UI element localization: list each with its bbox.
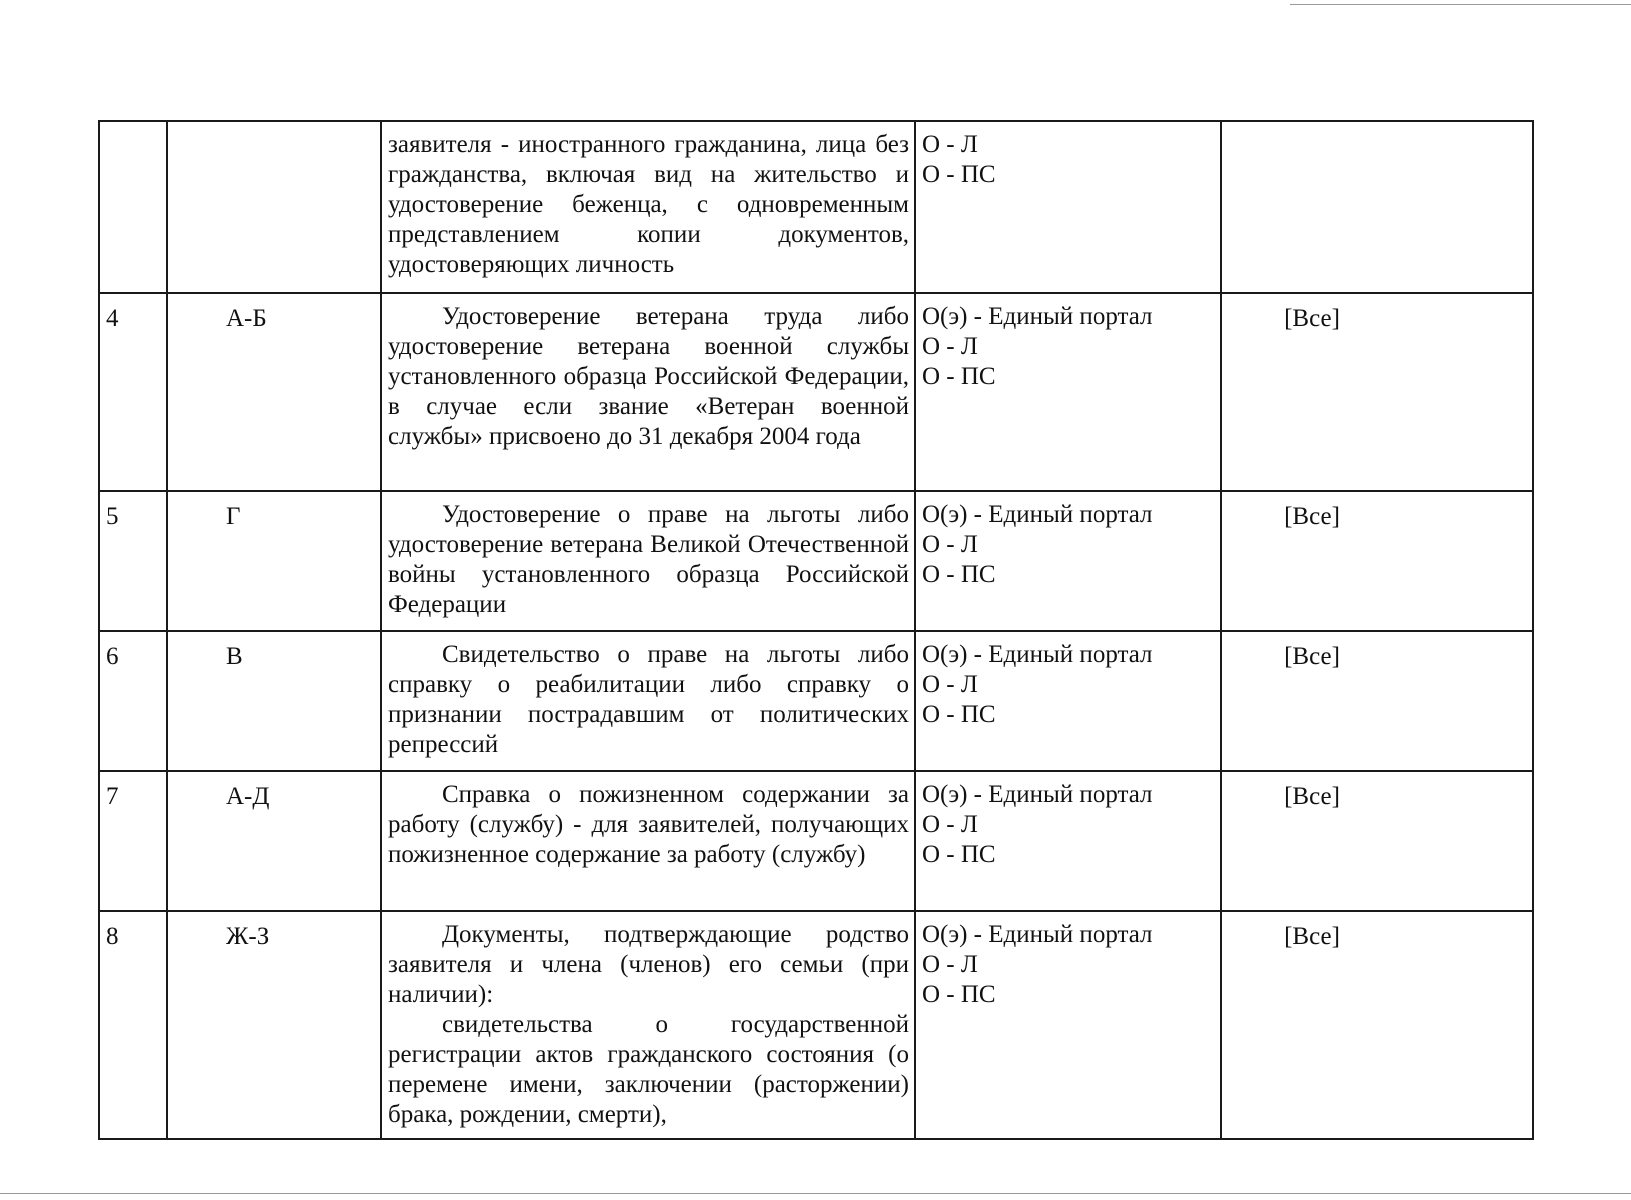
form-item: О(э) - Единый портал [922, 501, 1153, 528]
row-number-cell [99, 491, 167, 631]
note-cell [1221, 911, 1533, 1139]
form-item: О - ПС [922, 701, 996, 728]
document-paragraph: Удостоверение о праве на льготы либо удостоверение ветерана Великой Отечественной войны установленного образца Российской Федерации [388, 501, 909, 618]
form-list [916, 632, 1220, 730]
form-list [916, 294, 1220, 392]
note-text: [Все] [1284, 783, 1340, 810]
row-code: А-Б [226, 305, 267, 332]
table-row [99, 631, 1533, 771]
row-code: Ж-З [226, 923, 270, 950]
document-description [382, 122, 914, 286]
row-code [168, 122, 380, 132]
note-text [1222, 122, 1402, 132]
document-description [382, 294, 914, 458]
table-row [99, 771, 1533, 911]
code-cell [167, 121, 381, 293]
note-cell [1221, 293, 1533, 491]
row-number-cell [99, 121, 167, 293]
table-row [99, 491, 1533, 631]
document-cell [381, 121, 915, 293]
table-row [99, 911, 1533, 1139]
document-description [382, 492, 914, 626]
note-cell [1221, 491, 1533, 631]
form-item: О - Л [922, 333, 978, 360]
row-number: 4 [106, 305, 119, 332]
form-item: О - Л [922, 811, 978, 838]
document-cell [381, 491, 915, 631]
form-list [916, 122, 1220, 190]
document-paragraph: Удостоверение ветерана труда либо удостоверение ветерана военной службы установленного образца Российской Федерации, в случае если звание «Ветеран военной службы» присвоено до 31 декабря 2004 года [388, 303, 909, 450]
row-number-cell [99, 911, 167, 1139]
note-text: [Все] [1284, 503, 1340, 530]
row-code: Г [226, 503, 241, 530]
document-description [382, 632, 914, 766]
document-cell [381, 631, 915, 771]
document-paragraph: Справка о пожизненном содержании за работу (службу) - для заявителей, получающих пожизненное содержание за работу (службу) [388, 781, 909, 868]
form-cell [915, 631, 1221, 771]
row-number: 7 [106, 783, 119, 810]
form-cell [915, 121, 1221, 293]
document-cell [381, 911, 915, 1139]
scan-edge-line [1290, 4, 1631, 5]
form-cell [915, 293, 1221, 491]
code-cell [167, 491, 381, 631]
scan-edge-line [0, 1193, 1631, 1194]
note-text: [Все] [1284, 643, 1340, 670]
row-number: 5 [106, 503, 119, 530]
form-list [916, 772, 1220, 870]
table-row [99, 121, 1533, 293]
form-item: О - ПС [922, 561, 996, 588]
row-number-cell [99, 293, 167, 491]
form-item: О - ПС [922, 841, 996, 868]
code-cell [167, 771, 381, 911]
form-item: О(э) - Единый портал [922, 781, 1153, 808]
document-paragraph: Свидетельство о праве на льготы либо справку о реабилитации либо справку о признании пострадавшим от политических репрессий [388, 641, 909, 758]
document-description [382, 912, 914, 1136]
documents-table [98, 120, 1534, 1140]
code-cell [167, 293, 381, 491]
note-text: [Все] [1284, 305, 1340, 332]
row-number-cell [99, 631, 167, 771]
form-item: О - Л [922, 951, 978, 978]
form-item: О - ПС [922, 981, 996, 1008]
form-item: О - Л [922, 671, 978, 698]
code-cell [167, 911, 381, 1139]
document-paragraph: свидетельства о государственной регистрации актов гражданского состояния (о перемене имени, заключении (расторжении) брака, рождении, смерти), [388, 1011, 909, 1128]
code-cell [167, 631, 381, 771]
document-cell [381, 771, 915, 911]
document-cell [381, 293, 915, 491]
document-paragraph: заявителя - иностранного гражданина, лица без гражданства, включая вид на жительство и удостоверение беженца, с одновременным представлением копии документов, удостоверяющих личность [388, 131, 909, 278]
document-description [382, 772, 914, 876]
note-cell [1221, 631, 1533, 771]
row-code: А-Д [226, 783, 270, 810]
table-row [99, 293, 1533, 491]
row-number: 6 [106, 643, 119, 670]
row-code: В [226, 643, 243, 670]
form-item: О(э) - Единый портал [922, 921, 1153, 948]
note-cell [1221, 121, 1533, 293]
document-paragraph: Документы, подтверждающие родство заявителя и члена (членов) его семьи (при наличии): [388, 921, 909, 1008]
form-item: О(э) - Единый портал [922, 641, 1153, 668]
form-list [916, 912, 1220, 1010]
form-item: О - ПС [922, 363, 996, 390]
row-number [100, 122, 166, 132]
form-cell [915, 911, 1221, 1139]
note-text: [Все] [1284, 923, 1340, 950]
row-number: 8 [106, 923, 119, 950]
form-cell [915, 491, 1221, 631]
row-number-cell [99, 771, 167, 911]
form-item: О - ПС [922, 161, 996, 188]
note-cell [1221, 771, 1533, 911]
form-list [916, 492, 1220, 590]
form-item: О - Л [922, 131, 978, 158]
form-item: О - Л [922, 531, 978, 558]
form-cell [915, 771, 1221, 911]
form-item: О(э) - Единый портал [922, 303, 1153, 330]
